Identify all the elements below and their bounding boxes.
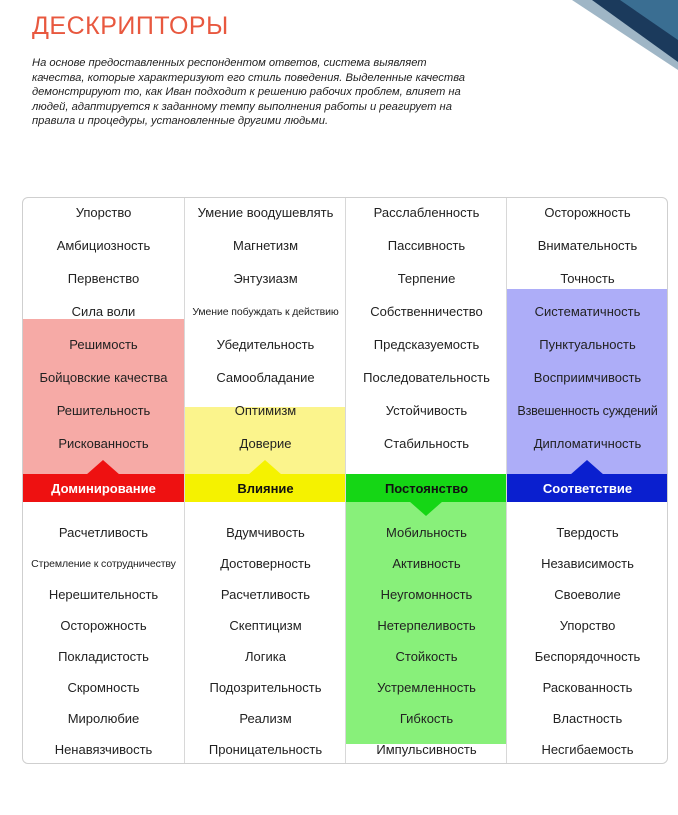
descriptor: Импульсивность (376, 742, 477, 757)
descriptor: Достоверность (220, 556, 311, 571)
descriptor: Взвешенность суждений (517, 403, 658, 418)
descriptor: Систематичность (534, 304, 641, 319)
descriptor: Первенство (67, 271, 140, 286)
descriptor: Рискованность (58, 436, 149, 451)
descriptor: Убедительность (216, 337, 315, 352)
descriptor: Стабильность (383, 436, 470, 451)
descriptor: Упорство (75, 205, 132, 220)
descriptor: Скептицизм (229, 618, 302, 633)
descriptor: Оптимизм (234, 403, 297, 418)
band-pointer-up (248, 460, 282, 475)
descriptor: Решимость (69, 337, 138, 352)
descriptor: Нерешительность (48, 587, 159, 602)
descriptor: Раскованность (542, 680, 633, 695)
descriptor: Стойкость (395, 649, 458, 664)
descriptor: Дипломатичность (533, 436, 642, 451)
descriptor: Бойцовские качества (39, 370, 168, 385)
column-dominance (23, 198, 184, 763)
descriptor: Терпение (397, 271, 456, 286)
descriptor: Неугомонность (380, 587, 473, 602)
descriptor: Властность (552, 711, 623, 726)
band-pointer-up (86, 460, 120, 475)
descriptor: Активность (392, 556, 461, 571)
descriptor: Гибкость (399, 711, 454, 726)
descriptor-table (22, 197, 668, 764)
descriptor: Пассивность (387, 238, 466, 253)
descriptor: Восприимчивость (533, 370, 642, 385)
descriptor: Своеволие (554, 587, 621, 602)
descriptor: Нетерпеливость (377, 618, 476, 633)
page-title: ДЕСКРИПТОРЫ (32, 12, 229, 40)
descriptor: Независимость (541, 556, 634, 571)
descriptor: Амбициозность (56, 238, 151, 253)
band-dominance: Доминирование (23, 474, 184, 502)
descriptor: Умение побуждать к действию (192, 305, 339, 318)
descriptor: Умение воодушевлять (197, 205, 334, 220)
descriptor: Упорство (559, 618, 616, 633)
descriptor: Несгибаемость (541, 742, 634, 757)
descriptor: Проницательность (208, 742, 323, 757)
descriptor: Сила воли (71, 304, 136, 319)
descriptor: Решительность (56, 403, 151, 418)
band-compliance: Соответствие (507, 474, 668, 502)
descriptor: Беспорядочность (534, 649, 641, 664)
descriptor: Предсказуемость (373, 337, 480, 352)
descriptor: Мобильность (386, 525, 467, 540)
descriptor: Твердость (556, 525, 619, 540)
descriptor: Доверие (239, 436, 292, 451)
descriptor: Осторожность (60, 618, 147, 633)
column-compliance (506, 198, 668, 763)
descriptor: Устойчивость (385, 403, 468, 418)
descriptor: Последовательность (363, 370, 490, 385)
band-steadiness: Постоянство (346, 474, 507, 502)
band-pointer-down (409, 501, 443, 516)
descriptor: Миролюбие (67, 711, 140, 726)
descriptor: Осторожность (544, 205, 631, 220)
descriptor: Устремленность (377, 680, 476, 695)
descriptor: Покладистость (58, 649, 149, 664)
descriptor: Самообладание (216, 370, 315, 385)
descriptor: Магнетизм (232, 238, 299, 253)
descriptor: Вдумчивость (226, 525, 305, 540)
descriptor: Логика (245, 649, 286, 664)
descriptor: Внимательность (537, 238, 638, 253)
descriptor: Ненавязчивость (54, 742, 153, 757)
column-steadiness (345, 198, 507, 763)
descriptor: Расчетливость (58, 525, 149, 540)
intro-text: На основе предоставленных респондентом ответов, система выявляет качества, которые характеризуют его стиль поведения. Выделенные качества демонстрируют то, как Иван подходит к решению рабочих проблем, влияет на людей, адаптируется к заданному темпу выполнения работы и реагирует на правила и процедуры, установленные другими людьми. (32, 57, 466, 128)
descriptor: Пунктуальность (539, 337, 636, 352)
descriptor: Расслабленность (373, 205, 480, 220)
descriptor: Реализм (239, 711, 292, 726)
band-influence: Влияние (185, 474, 346, 502)
column-influence (184, 198, 346, 763)
descriptor: Собственничество (370, 304, 483, 319)
descriptor: Энтузиазм (233, 271, 298, 286)
descriptor: Расчетливость (220, 587, 311, 602)
descriptor: Точность (560, 271, 615, 286)
descriptor: Скромность (67, 680, 140, 695)
descriptor: Подозрительность (209, 680, 322, 695)
band-pointer-up (570, 460, 604, 475)
descriptor: Стремление к сотрудничеству (31, 557, 176, 570)
